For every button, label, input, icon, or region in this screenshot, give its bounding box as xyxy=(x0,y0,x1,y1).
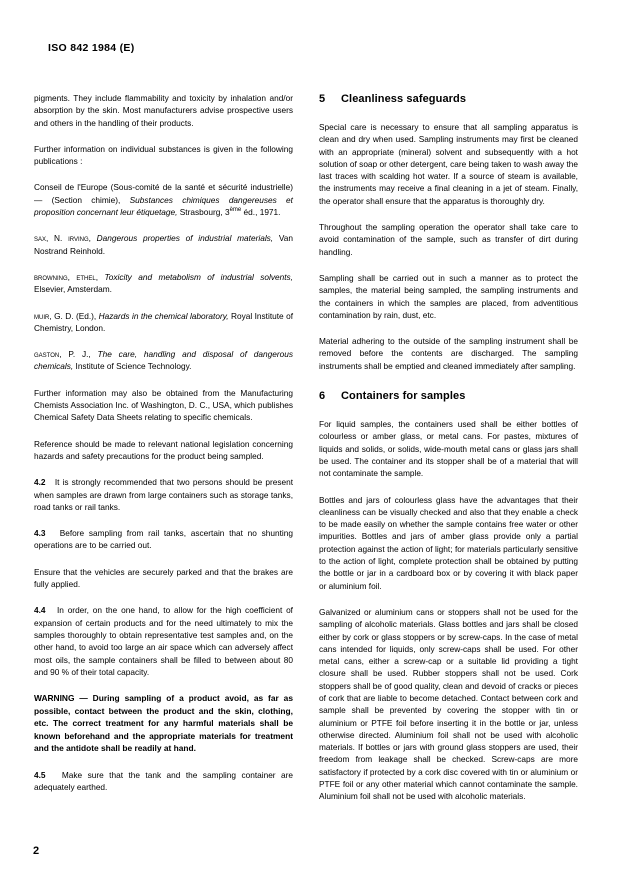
clause-4-2 xyxy=(34,476,293,513)
clause-4-3-note xyxy=(34,566,293,591)
paragraph-further-information: Further information on individual substances is given in the following publications : xyxy=(34,143,293,167)
paragraph-pigments: pigments. They include flammability and toxicity by inhalation and/or absorption by the skin. Most manufacturers advise prospective users and others in the handling of their products. xyxy=(34,93,293,128)
clause-text: It is strongly recommended that two persons should be present when samples are drawn from large containers such as storage tanks, road tanks or rail tanks. xyxy=(34,477,293,512)
clause-number: 4.4 xyxy=(34,605,46,616)
paragraph-manufacturing-chemists: Further information may also be obtained from the Manufacturing Chemists Association Inc. of Washington, D. C., USA, which publishes Chemical Safety Data Sheets relating to specific chemicals. xyxy=(34,387,293,423)
reference-title: Hazards in the chemical laboratory, xyxy=(98,310,229,321)
clause-4-3 xyxy=(34,527,293,552)
section-title: Containers for samples xyxy=(341,390,466,403)
paragraph-sampling-manner: Sampling shall be carried out in such a manner as to protect the samples, the material being sampled, the sampling instruments and the containers in which the samples are placed, from adventitious contamination by rain, dust, etc. xyxy=(319,272,578,320)
reference-suffix: éd., 1971. xyxy=(241,207,281,218)
warning-note: WARNING — During sampling of a product avoid, as far as possible, contact between the product and the skin, clothing, etc. The correct treatment for any harmful materials shall be known beforehand and the appropriate materials for treatment and the antidote shall be readily at hand. xyxy=(34,693,293,754)
reference-suffix: Institute of Science Technology. xyxy=(73,361,192,372)
reference-gaston xyxy=(34,348,293,373)
reference-ordinal-superscript: ème xyxy=(229,207,242,214)
reference-suffix: Van Nostrand Reinhold. xyxy=(34,233,293,256)
reference-title: Toxicity and metabolism of industrial solvents, xyxy=(104,271,293,282)
page-number: 2 xyxy=(33,845,40,857)
reference-separator: , xyxy=(95,271,105,282)
reference-sax xyxy=(34,232,293,257)
reference-author-surname: browning xyxy=(34,271,68,282)
reference-author-given: ethel xyxy=(76,271,96,282)
section-heading-5 xyxy=(319,92,578,106)
reference-muir xyxy=(34,310,293,335)
paragraph-throughout-sampling: Throughout the sampling operation the operator shall take care to avoid contamination of the sample, such as transfer of dirt during handling. xyxy=(319,222,578,257)
clause-text: Before sampling from rail tanks, ascertain that no shunting operations are to be carried out. xyxy=(34,528,293,551)
reference-author-surname: muir xyxy=(34,310,50,321)
clause-4-5 xyxy=(34,769,293,794)
clause-number: 4.5 xyxy=(34,770,46,781)
clause-4-4 xyxy=(34,604,293,678)
reference-author-given: irving xyxy=(68,233,89,244)
reference-title: The care, handling and disposal of dangerous chemicals, xyxy=(34,349,293,372)
reference-suffix: Elsevier, Amsterdam. xyxy=(34,284,112,295)
reference-suffix-pre-sup: Strasbourg, 3 xyxy=(177,207,230,218)
reference-title: Dangerous properties of industrial materials, xyxy=(96,233,274,244)
running-head: ISO 842 1984 (E) xyxy=(48,42,135,54)
paragraph-bottles-jars: Bottles and jars of colourless glass have the advantages that their cleanliness can be visually checked and also that they enable a check to be made easily on whether the sample contains free water or other impurities. Bottles and jars of amber glass provide only a partial protection against the action of light; for materials particularly sensitive to the action of light, complete protection shall be obtained by putting the bottle or jar in a cardboard box or by covering it with black paper or aluminium foil. xyxy=(319,494,578,591)
paragraph-liquid-samples: For liquid samples, the containers used shall be either bottles of colourless or amber glass, or metal cans. For pastes, mixtures of liquids and solids, or solids, wide-mouth metal cans or glass jars shall be used. The container and its stopper shall be of a material that will not contaminate the sample. xyxy=(319,419,578,479)
reference-browning xyxy=(34,271,293,296)
paragraph-special-care: Special care is necessary to ensure that all sampling apparatus is clean and dry when used. Sampling instruments may first be cleaned with an appropriate (mineral) solvent and subsequently with a hot solution of soap or other detergent, care being taken to wash away the last traces with scalding hot water. If a source of steam is available, the instruments may receive a final cleaning in a jet of steam. Finally, the operator shall ensure that the apparatus is thoroughly dry. xyxy=(319,122,578,206)
clause-number: 4.2 xyxy=(34,477,46,488)
clause-text: In order, on the one hand, to allow for the high coefficient of expansion of certain products and for the need ultimately to mix the samples thoroughly to obtain representative test samples and, on the other hand, to avoid too large an air space which can adversely affect most oils, the sample containers shall be filled to between about 80 and 90 % of their total capacity. xyxy=(34,605,293,677)
reference-author-initials: , N. xyxy=(46,233,69,244)
reference-suffix: Royal Institute of Chemistry, London. xyxy=(34,310,294,333)
clause-text: Ensure that the vehicles are securely parked and that the brakes are fully applied. xyxy=(34,566,293,590)
right-column xyxy=(319,92,578,803)
section-number: 6 xyxy=(319,390,326,403)
reference-separator: , xyxy=(88,233,97,244)
reference-author-initials: , G. D. (Ed.), xyxy=(49,310,99,321)
section-number: 5 xyxy=(319,93,326,105)
paragraph-galvanized-cans: Galvanized or aluminium cans or stoppers shall not be used for the sampling of alcoholic materials. Glass bottles and jars shall be closed either by cork or glass stoppers or by screw-caps. In the case of metal cans intended for liquids, only screw-caps shall be used. For other metal cans, either a screw-cap or a suitable lid providing a tight closure shall be used. Rubber stoppers shall not be used. Cork stoppers shall be of good quality, clean and devoid of cracks or pieces of cork that are liable to become detached. Contact between cork and sample shall be prevented by covering the stopper with tin or aluminium or PTFE foil before inserting it in the bottle or jar, unless otherwise directed. Aluminium foil shall not be used with alcoholic materials. If bottles or jars with ground glass stoppers are used, their freedom from leakage shall be checked. Screw-caps are more satisfactory if protected by a cork disc covered with tin or aluminium or PTFE foil or any other material which cannot contaminate the sample. Aluminium foil shall not be used with alcoholic materials. xyxy=(319,606,578,802)
two-column-body xyxy=(34,92,590,803)
clause-number: 4.3 xyxy=(34,528,46,539)
reference-author-initials: , xyxy=(67,271,77,282)
reference-conseil-europe xyxy=(34,181,293,218)
reference-prefix: Conseil de l'Europe (Sous-comité de la santé et sécurité industrielle) — (Section chimie), xyxy=(34,182,293,205)
reference-title: Substances chimiques dangereuses et proposition concernant leur étiquetage, xyxy=(34,194,293,218)
section-heading-6 xyxy=(319,389,578,403)
paragraph-national-legislation: Reference should be made to relevant national legislation concerning hazards and safety precautions for the product being sampled. xyxy=(34,438,293,461)
paragraph-material-adhering: Material adhering to the outside of the sampling instrument shall be removed before the contents are discharged. The sampling instruments shall be emptied and cleaned immediately after sampling. xyxy=(319,336,578,371)
reference-author-initials: , P. J., xyxy=(59,349,98,360)
reference-author-surname: sax xyxy=(34,233,47,244)
section-title: Cleanliness safeguards xyxy=(341,93,467,105)
clause-text: Make sure that the tank and the sampling container are adequately earthed. xyxy=(34,770,294,793)
reference-author-surname: gaston xyxy=(34,349,60,360)
left-column xyxy=(34,92,293,803)
